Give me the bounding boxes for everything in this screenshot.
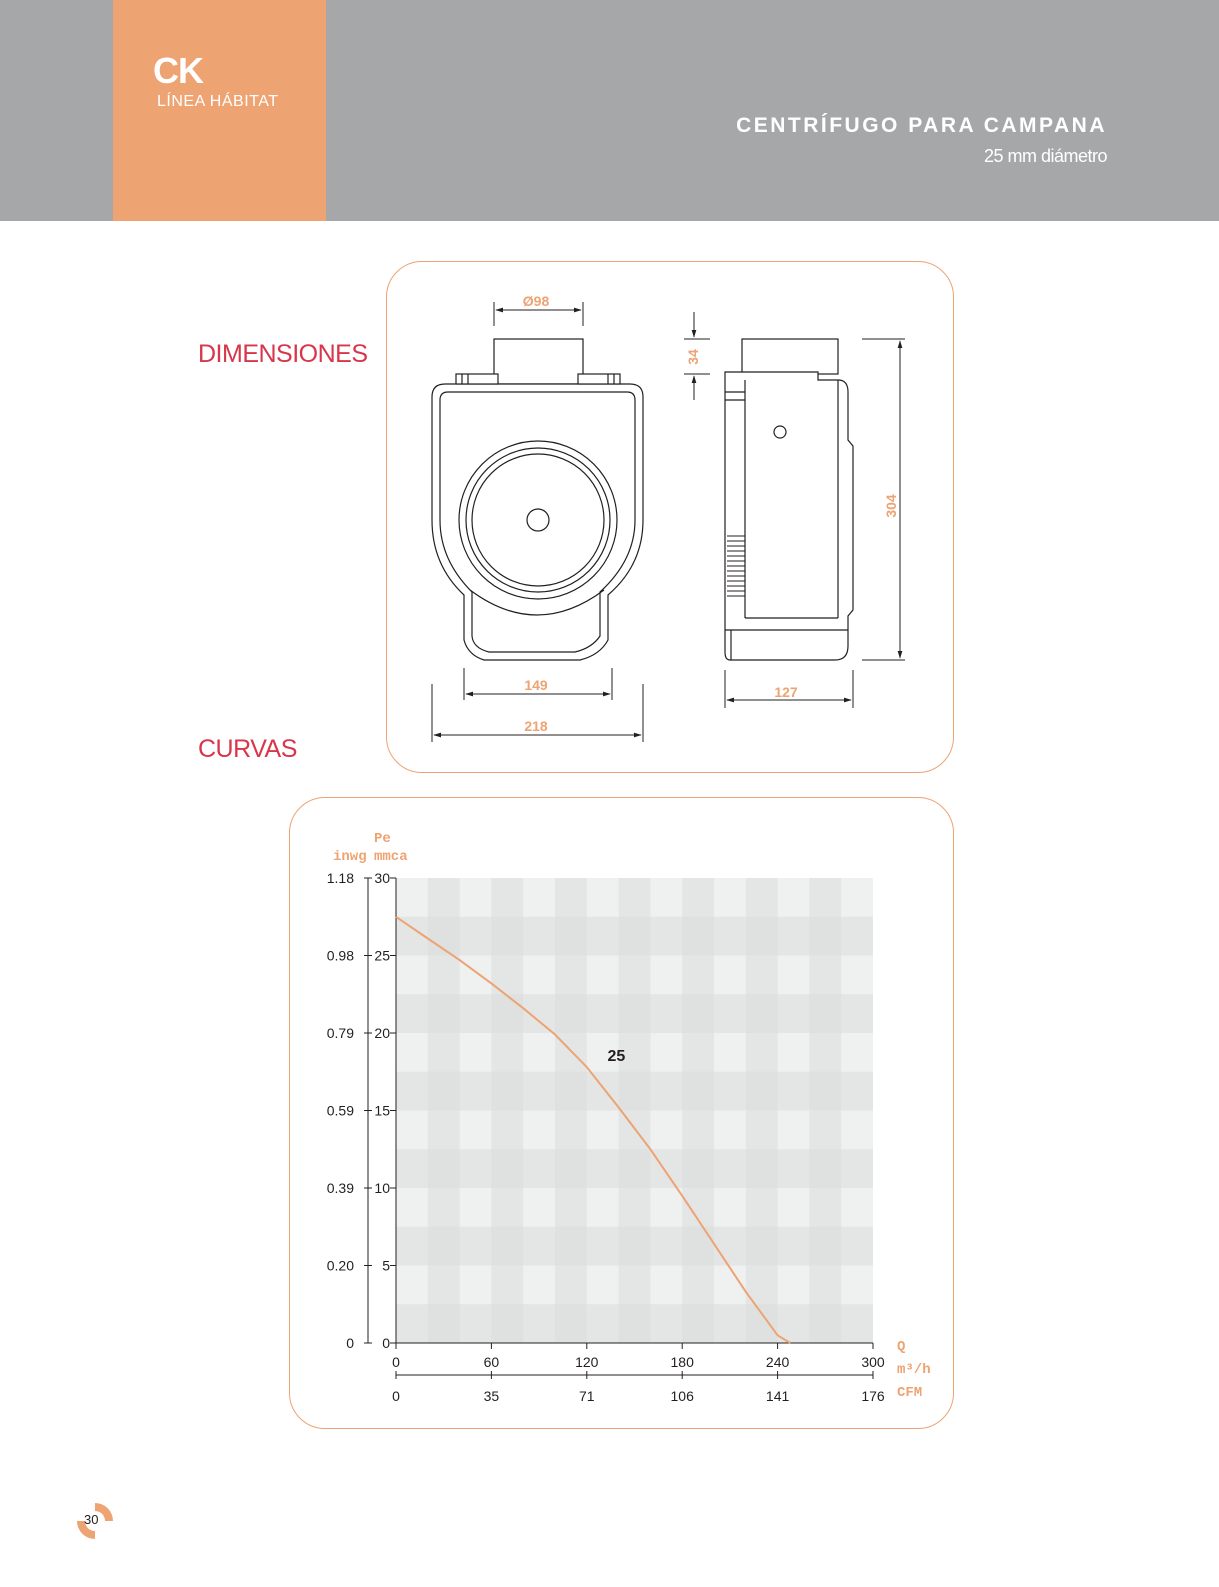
product-code: CK <box>153 50 203 91</box>
product-line: LÍNEA HÁBITAT <box>157 93 279 110</box>
x-tick-label-primary: 180 <box>670 1354 694 1370</box>
y-tick-label-secondary: 0.79 <box>326 1025 354 1041</box>
dim-total-height: 304 <box>883 494 899 518</box>
y-unit-primary: mmca <box>374 849 408 865</box>
grid-row <box>396 1227 873 1266</box>
x-unit-secondary: CFM <box>897 1385 923 1401</box>
chart-grid <box>396 878 873 1343</box>
y-unit-secondary: inwg <box>333 849 367 865</box>
y-tick-label-secondary: 0.39 <box>326 1180 354 1196</box>
y-tick-label-secondary: 0.59 <box>326 1102 354 1119</box>
dim-outlet-height: 34 <box>685 349 701 365</box>
grid-row <box>396 1072 873 1111</box>
page-subtitle: 25 mm diámetro <box>983 146 1107 166</box>
x-unit-primary: m³/h <box>897 1362 931 1378</box>
y-tick-label-primary: 10 <box>374 1180 390 1196</box>
dim-depth: 127 <box>774 684 798 700</box>
x-axis-label: Q <box>897 1339 906 1355</box>
y-tick-label-primary: 30 <box>374 870 390 886</box>
series-label-25: 25 <box>607 1047 626 1065</box>
dimensions-heading: DIMENSIONES <box>198 340 368 368</box>
dim-total-width: 218 <box>524 718 548 734</box>
y-tick-label-primary: 20 <box>374 1025 390 1041</box>
curves-heading: CURVAS <box>198 735 297 763</box>
grid-row <box>396 1149 873 1188</box>
x-tick-label-secondary: 106 <box>670 1388 694 1404</box>
y-tick-label-primary: 0 <box>382 1335 390 1351</box>
y-tick-label-primary: 5 <box>382 1257 390 1274</box>
page-title: CENTRÍFUGO PARA CAMPANA <box>736 114 1107 137</box>
x-tick-label-primary: 240 <box>765 1354 790 1370</box>
y-axis-label: Pe <box>374 831 391 847</box>
dim-outlet-diameter: Ø98 <box>522 293 550 309</box>
x-tick-label-primary: 120 <box>575 1354 599 1370</box>
x-tick-label-secondary: 35 <box>483 1388 500 1404</box>
x-tick-label-primary: 60 <box>483 1354 500 1370</box>
x-tick-label-secondary: 176 <box>861 1388 885 1404</box>
page-number: 30 <box>84 1512 99 1527</box>
x-tick-label-secondary: 71 <box>579 1388 595 1404</box>
y-tick-label-secondary: 0.98 <box>326 947 354 964</box>
y-tick-label-primary: 15 <box>374 1102 390 1119</box>
grid-row <box>396 994 873 1033</box>
y-tick-label-secondary: 1.18 <box>326 870 354 886</box>
x-tick-label-secondary: 141 <box>765 1388 790 1404</box>
x-tick-label-primary: 0 <box>392 1354 400 1370</box>
y-tick-label-primary: 25 <box>374 947 390 964</box>
grid-row <box>396 1304 873 1343</box>
y-tick-label-secondary: 0 <box>346 1335 354 1351</box>
grid-row <box>396 917 873 956</box>
x-tick-label-secondary: 0 <box>392 1388 400 1404</box>
y-tick-label-secondary: 0.20 <box>326 1257 354 1274</box>
dim-body-width: 149 <box>524 677 548 693</box>
x-tick-label-primary: 300 <box>861 1354 885 1370</box>
